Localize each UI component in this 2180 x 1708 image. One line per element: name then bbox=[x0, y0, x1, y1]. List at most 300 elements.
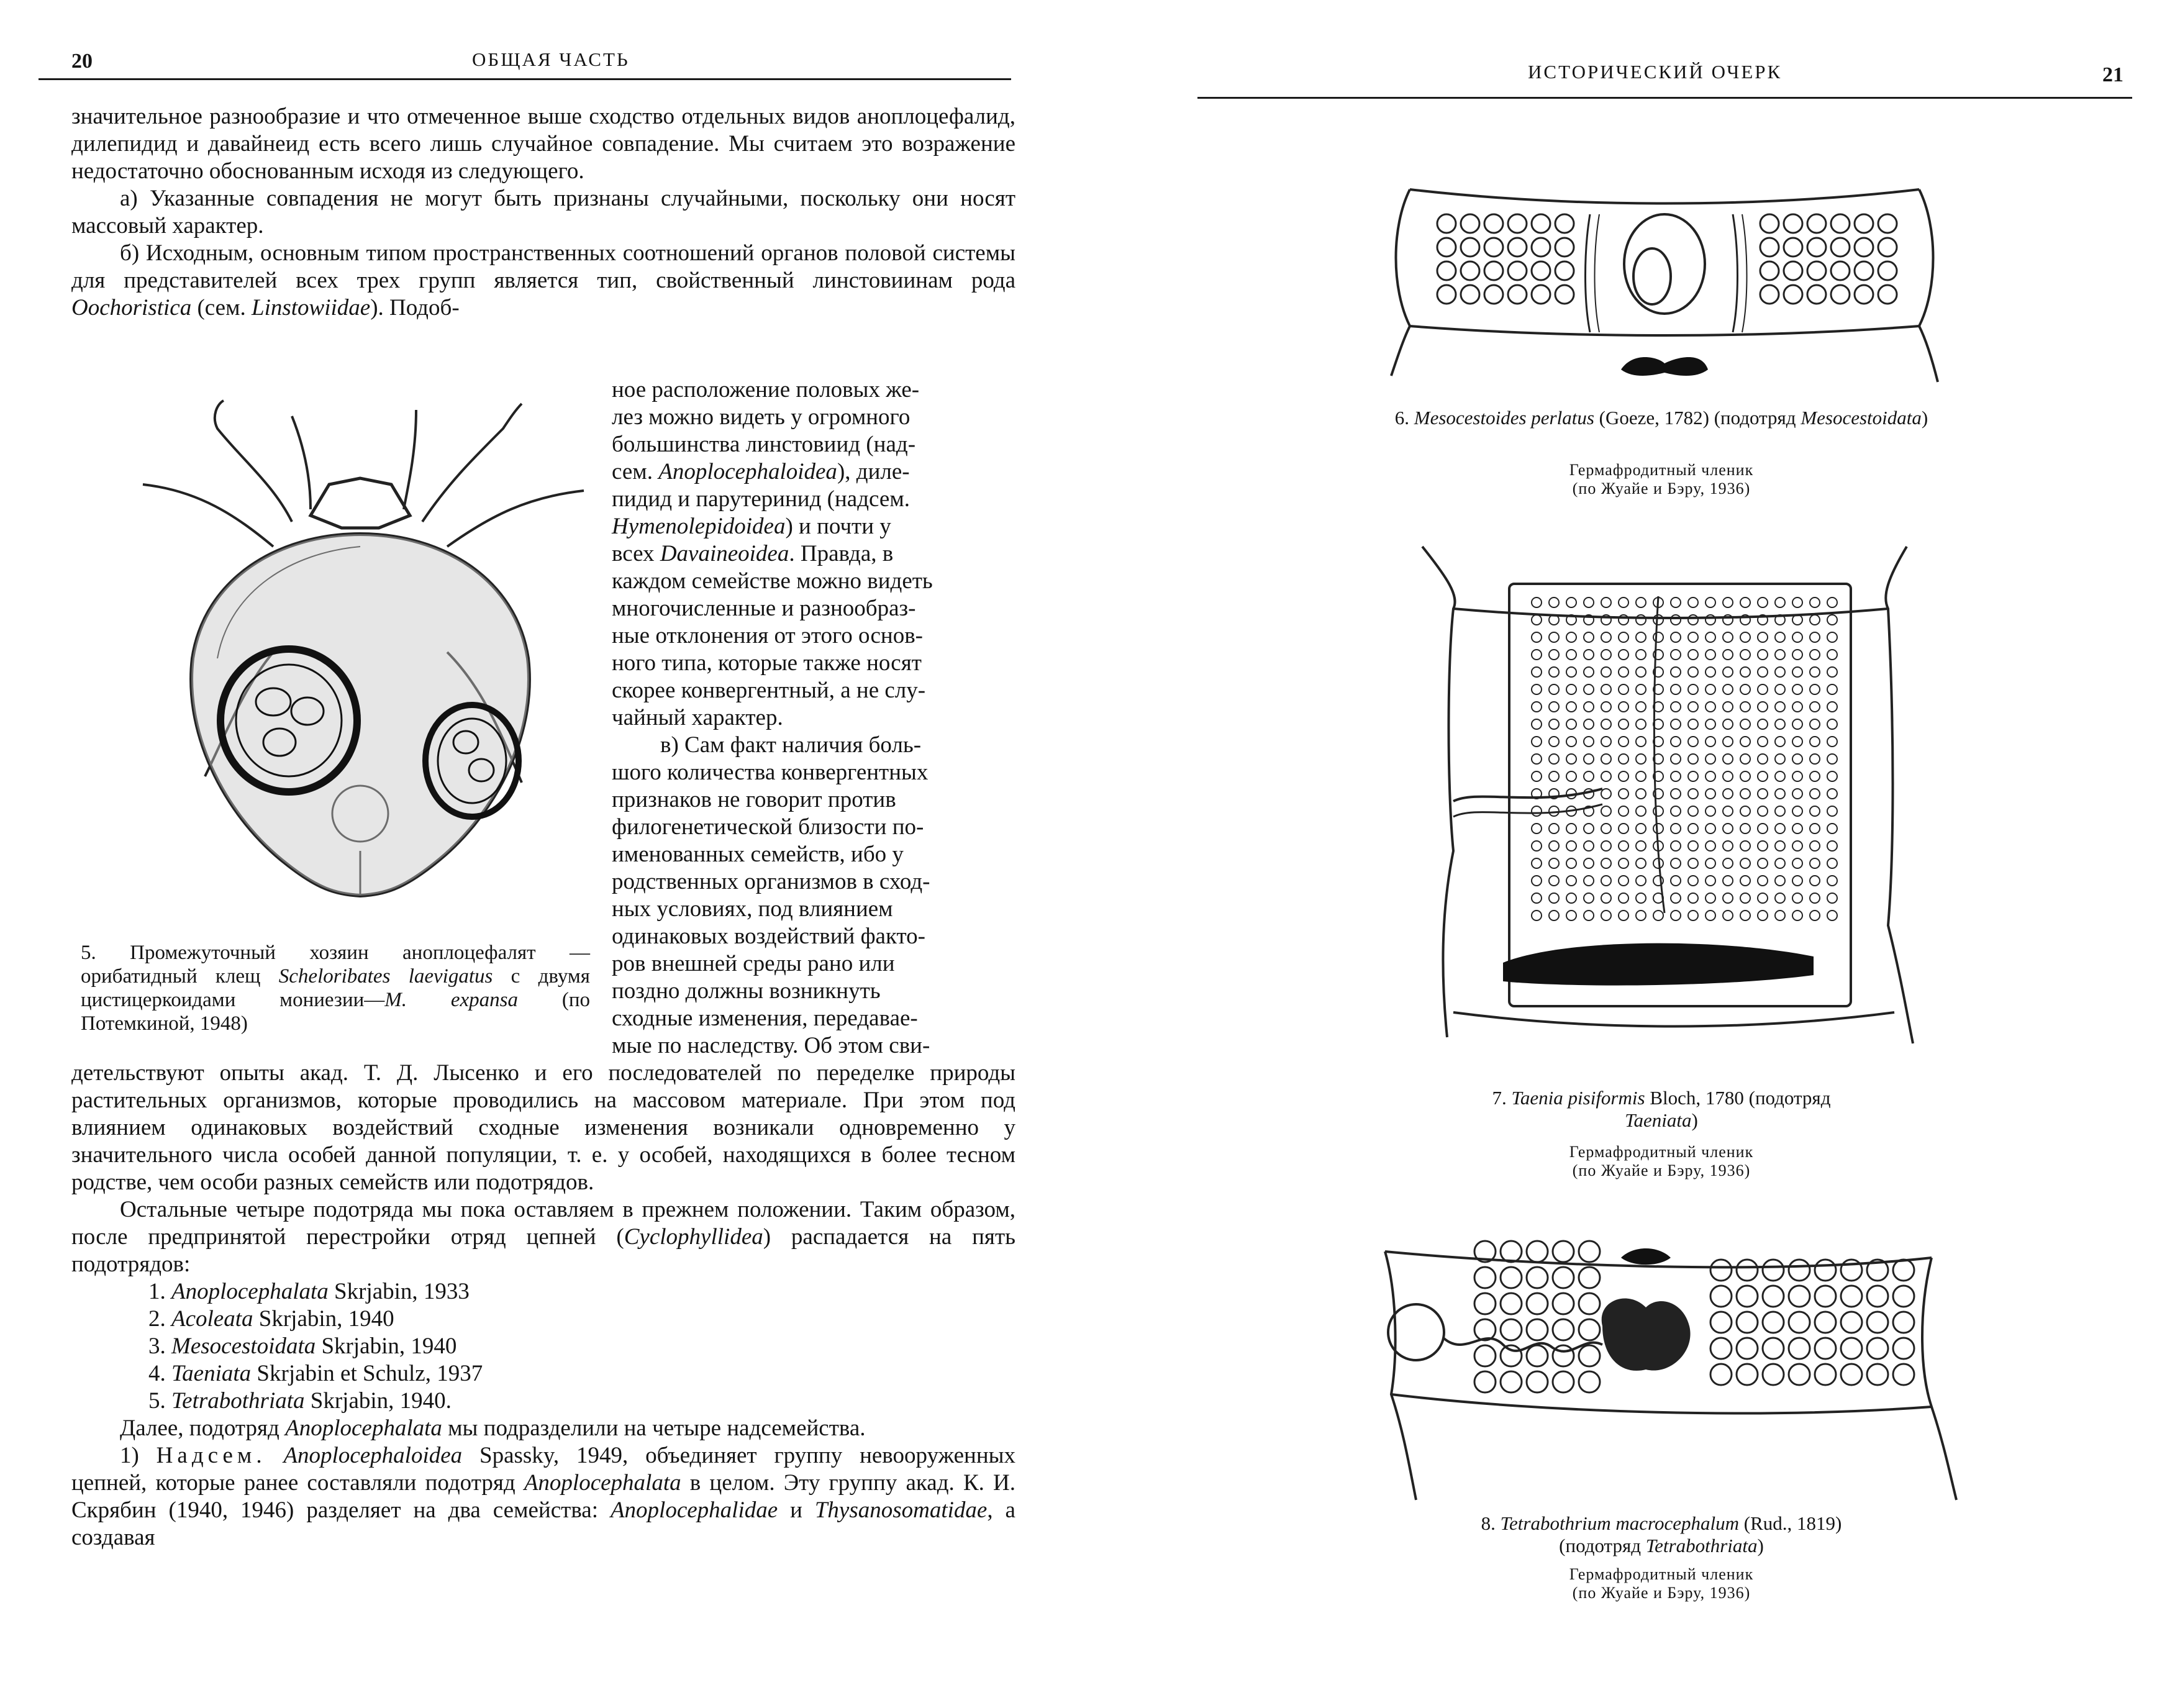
illustration-dot bbox=[1760, 238, 1779, 257]
illustration-dot bbox=[1810, 667, 1820, 677]
illustration-dot bbox=[1841, 1312, 1862, 1333]
illustration-dot bbox=[1867, 1364, 1888, 1385]
illustration-dot bbox=[1710, 1338, 1732, 1359]
illustration-dot bbox=[1601, 893, 1611, 903]
illustration-dot bbox=[1740, 754, 1750, 764]
illustration-dot bbox=[1710, 1364, 1732, 1385]
illustration-dot bbox=[1566, 754, 1576, 764]
page-number-right: 21 bbox=[2102, 63, 2123, 86]
illustration-dot bbox=[1705, 719, 1715, 729]
illustration-dot bbox=[1553, 1293, 1574, 1314]
illustration-dot bbox=[1810, 824, 1820, 834]
illustration-dot bbox=[1671, 876, 1681, 886]
illustration-dot bbox=[1508, 214, 1527, 233]
illustration-dot bbox=[1532, 632, 1542, 642]
illustration-dot bbox=[1484, 285, 1503, 304]
illustration-dot bbox=[1723, 754, 1733, 764]
illustration-dot bbox=[1775, 597, 1785, 607]
illustration-dot bbox=[1636, 702, 1646, 712]
figure-8-sub2: (по Жуайе и Бэру, 1936) bbox=[1572, 1584, 1751, 1602]
illustration-dot bbox=[1760, 285, 1779, 304]
illustration-dot bbox=[1636, 911, 1646, 920]
illustration-dot bbox=[1549, 858, 1559, 868]
illustration-dot bbox=[1775, 876, 1785, 886]
illustration-dot bbox=[1723, 702, 1733, 712]
illustration-dot bbox=[1831, 214, 1850, 233]
illustration-dot bbox=[1549, 771, 1559, 781]
illustration-dot bbox=[1740, 841, 1750, 851]
illustration-dot bbox=[1878, 238, 1897, 257]
illustration-dot bbox=[1555, 261, 1574, 280]
illustration-dot bbox=[1758, 702, 1768, 712]
illustration-dot bbox=[1549, 702, 1559, 712]
illustration-dot bbox=[1740, 719, 1750, 729]
illustration-dot bbox=[1566, 911, 1576, 920]
illustration-dot bbox=[1549, 841, 1559, 851]
illustration-dot bbox=[1532, 597, 1542, 607]
figure-5-mite-illustration bbox=[124, 391, 596, 938]
illustration-dot bbox=[1775, 893, 1785, 903]
illustration-dot bbox=[1841, 1338, 1862, 1359]
illustration-dot bbox=[1810, 615, 1820, 625]
illustration-dot bbox=[1723, 597, 1733, 607]
figure-8-sub1: Гермафродитный членик bbox=[1569, 1565, 1754, 1583]
illustration-dot bbox=[1636, 597, 1646, 607]
illustration-dot bbox=[1671, 650, 1681, 660]
illustration-dot bbox=[1566, 737, 1576, 747]
illustration-dot bbox=[1601, 684, 1611, 694]
illustration-dot bbox=[1553, 1241, 1574, 1262]
illustration-dot bbox=[1740, 911, 1750, 920]
running-head-right: ИСТОРИЧЕСКИЙ ОЧЕРК bbox=[1528, 61, 1783, 83]
illustration-dot bbox=[1688, 876, 1698, 886]
illustration-dot bbox=[1501, 1319, 1522, 1340]
figure-7-subcaption bbox=[1357, 1143, 1966, 1180]
illustration-dot bbox=[1688, 667, 1698, 677]
illustration-dot bbox=[1619, 597, 1628, 607]
illustration-dot bbox=[1671, 806, 1681, 816]
figure-6-ovary bbox=[1621, 357, 1708, 376]
wrap-line: ного типа, которые также носят bbox=[612, 650, 922, 676]
wrap-line: большинства линстовиид (над- bbox=[612, 432, 916, 457]
illustration-dot bbox=[1758, 719, 1768, 729]
illustration-dot bbox=[1775, 632, 1785, 642]
illustration-dot bbox=[1827, 650, 1837, 660]
illustration-dot bbox=[1710, 1286, 1732, 1307]
illustration-dot bbox=[1584, 841, 1594, 851]
illustration-dot bbox=[1763, 1260, 1784, 1281]
illustration-dot bbox=[1758, 876, 1768, 886]
illustration-dot bbox=[1619, 858, 1628, 868]
illustration-dot bbox=[1784, 238, 1802, 257]
illustration-dot bbox=[1619, 841, 1628, 851]
illustration-dot bbox=[1758, 824, 1768, 834]
illustration-dot bbox=[1584, 824, 1594, 834]
illustration-dot bbox=[1705, 806, 1715, 816]
illustration-dot bbox=[1705, 876, 1715, 886]
illustration-dot bbox=[1792, 597, 1802, 607]
illustration-dot bbox=[1501, 1241, 1522, 1262]
illustration-dot bbox=[1827, 841, 1837, 851]
illustration-dot bbox=[1584, 684, 1594, 694]
illustration-dot bbox=[1758, 771, 1768, 781]
illustration-dot bbox=[1740, 858, 1750, 868]
illustration-dot bbox=[1740, 789, 1750, 799]
illustration-dot bbox=[1549, 650, 1559, 660]
illustration-dot bbox=[1775, 841, 1785, 851]
illustration-dot bbox=[1792, 876, 1802, 886]
illustration-dot bbox=[1792, 737, 1802, 747]
illustration-dot bbox=[1579, 1241, 1600, 1262]
illustration-dot bbox=[1619, 719, 1628, 729]
illustration-dot bbox=[1815, 1364, 1836, 1385]
illustration-dot bbox=[1723, 650, 1733, 660]
illustration-dot bbox=[1584, 702, 1594, 712]
wrap-line: признаков не говорит против bbox=[612, 787, 896, 812]
illustration-dot bbox=[1566, 650, 1576, 660]
illustration-dot bbox=[1532, 841, 1542, 851]
illustration-dot bbox=[1555, 214, 1574, 233]
illustration-dot bbox=[1792, 719, 1802, 729]
illustration-dot bbox=[1671, 719, 1681, 729]
illustration-dot bbox=[1584, 667, 1594, 677]
figure-6-caption bbox=[1357, 407, 1966, 429]
illustration-dot bbox=[1549, 737, 1559, 747]
illustration-dot bbox=[1671, 771, 1681, 781]
illustration-dot bbox=[1484, 238, 1503, 257]
illustration-dot bbox=[1601, 771, 1611, 781]
illustration-dot bbox=[1827, 737, 1837, 747]
illustration-dot bbox=[1532, 771, 1542, 781]
illustration-dot bbox=[1723, 771, 1733, 781]
illustration-dot bbox=[1653, 615, 1663, 625]
illustration-dot bbox=[1619, 876, 1628, 886]
illustration-dot bbox=[1723, 789, 1733, 799]
illustration-dot bbox=[1740, 650, 1750, 660]
wrap-line: сходные изменения, передавае- bbox=[612, 1006, 918, 1031]
wrap-line: ров внешней среды рано или bbox=[612, 951, 895, 976]
illustration-dot bbox=[1527, 1371, 1548, 1392]
illustration-dot bbox=[1601, 841, 1611, 851]
illustration-dot bbox=[1671, 615, 1681, 625]
illustration-dot bbox=[1555, 238, 1574, 257]
illustration-dot bbox=[1566, 632, 1576, 642]
figure-7-sub1: Гермафродитный членик bbox=[1569, 1143, 1754, 1161]
illustration-dot bbox=[1827, 893, 1837, 903]
suborder-item: 5. Tetrabothriata Skrjabin, 1940. bbox=[148, 1388, 452, 1414]
illustration-dot bbox=[1827, 702, 1837, 712]
illustration-dot bbox=[1815, 1286, 1836, 1307]
illustration-dot bbox=[1527, 1345, 1548, 1366]
illustration-dot bbox=[1827, 719, 1837, 729]
illustration-dot bbox=[1775, 806, 1785, 816]
illustration-dot bbox=[1553, 1345, 1574, 1366]
illustration-dot bbox=[1827, 771, 1837, 781]
illustration-dot bbox=[1501, 1371, 1522, 1392]
illustration-dot bbox=[1688, 615, 1698, 625]
figure-7-sub2: (по Жуайе и Бэру, 1936) bbox=[1572, 1161, 1751, 1179]
illustration-dot bbox=[1792, 615, 1802, 625]
illustration-dot bbox=[1740, 667, 1750, 677]
illustration-dot bbox=[1688, 824, 1698, 834]
illustration-dot bbox=[1815, 1260, 1836, 1281]
header-rule-right bbox=[1197, 97, 2132, 99]
illustration-dot bbox=[1763, 1312, 1784, 1333]
illustration-dot bbox=[1688, 911, 1698, 920]
illustration-dot bbox=[1671, 597, 1681, 607]
wrap-line: лез можно видеть у огромного bbox=[612, 404, 911, 430]
illustration-dot bbox=[1705, 893, 1715, 903]
illustration-dot bbox=[1688, 754, 1698, 764]
left-text-wrap bbox=[612, 376, 1015, 1060]
illustration-dot bbox=[1723, 632, 1733, 642]
illustration-dot bbox=[1705, 824, 1715, 834]
illustration-dot bbox=[1619, 771, 1628, 781]
figure-8-subcaption bbox=[1357, 1565, 1966, 1602]
illustration-dot bbox=[1601, 911, 1611, 920]
illustration-dot bbox=[1584, 650, 1594, 660]
illustration-dot bbox=[1527, 1267, 1548, 1288]
illustration-dot bbox=[1501, 1293, 1522, 1314]
illustration-dot bbox=[1737, 1312, 1758, 1333]
illustration-dot bbox=[1619, 911, 1628, 920]
illustration-dot bbox=[1508, 261, 1527, 280]
illustration-dot bbox=[1484, 261, 1503, 280]
illustration-dot bbox=[1827, 789, 1837, 799]
illustration-dot bbox=[1740, 597, 1750, 607]
illustration-dot bbox=[1855, 285, 1873, 304]
illustration-dot bbox=[1601, 737, 1611, 747]
illustration-dot bbox=[1705, 858, 1715, 868]
illustration-dot bbox=[1792, 650, 1802, 660]
illustration-dot bbox=[1758, 737, 1768, 747]
illustration-dot bbox=[1740, 893, 1750, 903]
illustration-dot bbox=[1705, 789, 1715, 799]
illustration-dot bbox=[1775, 911, 1785, 920]
illustration-dot bbox=[1671, 754, 1681, 764]
illustration-dot bbox=[1810, 597, 1820, 607]
illustration-dot bbox=[1566, 841, 1576, 851]
illustration-dot bbox=[1723, 806, 1733, 816]
illustration-dot bbox=[1566, 684, 1576, 694]
illustration-dot bbox=[1827, 876, 1837, 886]
illustration-dot bbox=[1810, 719, 1820, 729]
illustration-dot bbox=[1579, 1293, 1600, 1314]
figure-8-title: 8. Tetrabothrium macrocephalum (Rud., 1819) bbox=[1481, 1512, 1842, 1534]
illustration-dot bbox=[1723, 684, 1733, 694]
illustration-dot bbox=[1601, 824, 1611, 834]
illustration-dot bbox=[1688, 597, 1698, 607]
illustration-dot bbox=[1810, 771, 1820, 781]
illustration-dot bbox=[1893, 1364, 1914, 1385]
illustration-dot bbox=[1810, 737, 1820, 747]
illustration-dot bbox=[1775, 650, 1785, 660]
illustration-dot bbox=[1653, 876, 1663, 886]
paragraph-item-b: б) Исходным, основным типом пространственных соотношений органов половой системы для представителей всех трех групп является тип, свойственный линстовиинам рода Oochoristica (сем. Linstowiidae). Подоб- bbox=[71, 240, 1015, 320]
illustration-dot bbox=[1758, 754, 1768, 764]
illustration-dot bbox=[1688, 737, 1698, 747]
illustration-dot bbox=[1532, 754, 1542, 764]
figure-7-uterus-dots bbox=[1532, 597, 1837, 920]
illustration-dot bbox=[1740, 771, 1750, 781]
illustration-dot bbox=[1723, 893, 1733, 903]
illustration-dot bbox=[1549, 911, 1559, 920]
illustration-dot bbox=[1636, 615, 1646, 625]
illustration-dot bbox=[1566, 893, 1576, 903]
illustration-dot bbox=[1740, 806, 1750, 816]
illustration-dot bbox=[1775, 824, 1785, 834]
wrap-line: ное расположение половых же- bbox=[612, 377, 920, 402]
illustration-dot bbox=[1831, 261, 1850, 280]
illustration-dot bbox=[1601, 789, 1611, 799]
illustration-dot bbox=[1636, 719, 1646, 729]
illustration-dot bbox=[1815, 1312, 1836, 1333]
illustration-dot bbox=[1775, 771, 1785, 781]
illustration-dot bbox=[1566, 858, 1576, 868]
illustration-dot bbox=[1705, 702, 1715, 712]
illustration-dot bbox=[1671, 702, 1681, 712]
illustration-dot bbox=[1792, 858, 1802, 868]
illustration-dot bbox=[1671, 911, 1681, 920]
illustration-dot bbox=[1784, 285, 1802, 304]
illustration-dot bbox=[1484, 214, 1503, 233]
illustration-dot bbox=[1671, 632, 1681, 642]
illustration-dot bbox=[1792, 771, 1802, 781]
illustration-dot bbox=[1705, 911, 1715, 920]
wrap-line: чайный характер. bbox=[612, 705, 783, 730]
illustration-dot bbox=[1705, 597, 1715, 607]
illustration-dot bbox=[1532, 650, 1542, 660]
wrap-line: сем. Anoplocephaloidea), диле- bbox=[612, 459, 910, 484]
illustration-dot bbox=[1878, 261, 1897, 280]
illustration-dot bbox=[1549, 719, 1559, 729]
figure-6-sub2: (по Жуайе и Бэру, 1936) bbox=[1572, 479, 1751, 497]
illustration-dot bbox=[1688, 806, 1698, 816]
wrap-line: пидид и парутеринид (надсем. bbox=[612, 486, 910, 512]
illustration-dot bbox=[1584, 911, 1594, 920]
illustration-dot bbox=[1792, 632, 1802, 642]
illustration-dot bbox=[1553, 1319, 1574, 1340]
wrap-line: каждом семействе можно видеть bbox=[612, 568, 933, 594]
illustration-dot bbox=[1723, 876, 1733, 886]
illustration-dot bbox=[1619, 667, 1628, 677]
illustration-dot bbox=[1831, 238, 1850, 257]
illustration-dot bbox=[1584, 858, 1594, 868]
illustration-dot bbox=[1601, 754, 1611, 764]
figure-7-taenia-illustration bbox=[1410, 540, 1944, 1050]
illustration-dot bbox=[1740, 632, 1750, 642]
illustration-dot bbox=[1810, 806, 1820, 816]
illustration-dot bbox=[1867, 1312, 1888, 1333]
illustration-dot bbox=[1705, 737, 1715, 747]
illustration-dot bbox=[1671, 789, 1681, 799]
illustration-dot bbox=[1763, 1338, 1784, 1359]
illustration-dot bbox=[1810, 789, 1820, 799]
illustration-dot bbox=[1740, 876, 1750, 886]
illustration-dot bbox=[1737, 1286, 1758, 1307]
illustration-dot bbox=[1461, 261, 1479, 280]
illustration-dot bbox=[1792, 893, 1802, 903]
illustration-dot bbox=[1601, 719, 1611, 729]
paragraph-item-v-continued: детельствуют опыты акад. Т. Д. Лысенко и его последователей по переделке природы растительных организмов, которые проводились на массовом материале. При этом под влиянием одинаковых воздействий сходные изменения возникали одновременно у значительного числа особей данной популяции, т. е. у особей, находящихся в более тесном родстве, чем особи разных семейств или подотрядов. bbox=[71, 1060, 1015, 1195]
illustration-dot bbox=[1841, 1260, 1862, 1281]
illustration-dot bbox=[1619, 806, 1628, 816]
illustration-dot bbox=[1619, 824, 1628, 834]
illustration-dot bbox=[1705, 771, 1715, 781]
illustration-dot bbox=[1474, 1371, 1496, 1392]
illustration-dot bbox=[1792, 806, 1802, 816]
illustration-dot bbox=[1636, 876, 1646, 886]
illustration-dot bbox=[1792, 684, 1802, 694]
illustration-dot bbox=[1867, 1286, 1888, 1307]
illustration-dot bbox=[1688, 893, 1698, 903]
figure-5-caption: 5. Промежуточный хозяин аноплоцефалят — орибатидный клещ Scheloribates laevigatus с двумя цистицеркоидами мониезии—M. expansa (по Потемкиной, 1948) bbox=[81, 942, 590, 1035]
illustration-dot bbox=[1810, 841, 1820, 851]
illustration-dot bbox=[1789, 1286, 1810, 1307]
figure-7-title-line2: Taeniata) bbox=[1625, 1109, 1698, 1131]
illustration-dot bbox=[1893, 1286, 1914, 1307]
illustration-dot bbox=[1553, 1267, 1574, 1288]
illustration-dot bbox=[1474, 1293, 1496, 1314]
illustration-dot bbox=[1792, 841, 1802, 851]
illustration-dot bbox=[1527, 1241, 1548, 1262]
illustration-dot bbox=[1532, 806, 1542, 816]
figure-7-caption bbox=[1357, 1087, 1966, 1132]
illustration-dot bbox=[1841, 1286, 1862, 1307]
illustration-dot bbox=[1827, 806, 1837, 816]
illustration-dot bbox=[1763, 1286, 1784, 1307]
illustration-dot bbox=[1532, 702, 1542, 712]
figure-8-vitellarium bbox=[1621, 1248, 1671, 1265]
illustration-dot bbox=[1636, 893, 1646, 903]
wrap-line: ные отклонения от этого основ- bbox=[612, 623, 923, 648]
illustration-dot bbox=[1688, 841, 1698, 851]
illustration-dot bbox=[1775, 684, 1785, 694]
illustration-dot bbox=[1671, 737, 1681, 747]
illustration-dot bbox=[1584, 771, 1594, 781]
running-head-left: ОБЩАЯ ЧАСТЬ bbox=[472, 48, 630, 70]
illustration-dot bbox=[1549, 754, 1559, 764]
illustration-dot bbox=[1710, 1312, 1732, 1333]
illustration-dot bbox=[1566, 824, 1576, 834]
wrap-line: всех Davaineoidea. Правда, в bbox=[612, 541, 894, 566]
illustration-dot bbox=[1532, 261, 1550, 280]
illustration-dot bbox=[1566, 771, 1576, 781]
illustration-dot bbox=[1705, 667, 1715, 677]
illustration-dot bbox=[1549, 597, 1559, 607]
paragraph-item-a: а) Указанные совпадения не могут быть признаны случайными, поскольку они носят массовый характер. bbox=[71, 186, 1015, 238]
illustration-dot bbox=[1579, 1345, 1600, 1366]
illustration-dot bbox=[1758, 841, 1768, 851]
suborder-list bbox=[71, 1278, 1015, 1415]
illustration-dot bbox=[1841, 1364, 1862, 1385]
illustration-dot bbox=[1636, 632, 1646, 642]
illustration-dot bbox=[1553, 1371, 1574, 1392]
illustration-dot bbox=[1671, 893, 1681, 903]
illustration-dot bbox=[1671, 667, 1681, 677]
illustration-dot bbox=[1810, 702, 1820, 712]
illustration-dot bbox=[1705, 684, 1715, 694]
illustration-dot bbox=[1636, 789, 1646, 799]
figure-6-subcaption bbox=[1357, 461, 1966, 498]
illustration-dot bbox=[1532, 615, 1542, 625]
illustration-dot bbox=[1532, 858, 1542, 868]
illustration-dot bbox=[1636, 684, 1646, 694]
illustration-dot bbox=[1601, 702, 1611, 712]
illustration-dot bbox=[1461, 285, 1479, 304]
figure-8-caption bbox=[1357, 1512, 1966, 1557]
illustration-dot bbox=[1740, 824, 1750, 834]
